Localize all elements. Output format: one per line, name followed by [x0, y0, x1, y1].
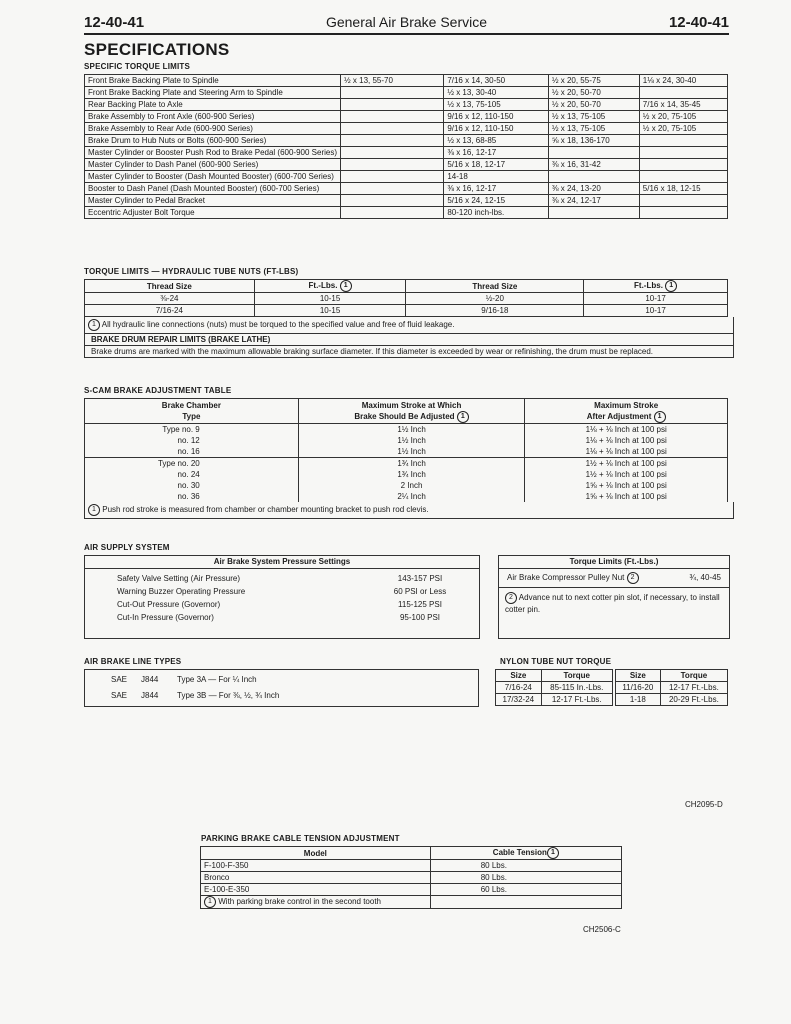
- hydraulic-cell: ½-20: [406, 293, 584, 305]
- pressure-setting-value: 95-100 PSI: [399, 613, 441, 622]
- footnote-marker: 1: [88, 319, 100, 331]
- air-supply-title: AIR SUPPLY SYSTEM: [84, 543, 170, 552]
- torque-item: Master Cylinder to Pedal Bracket: [85, 195, 341, 207]
- chamber-type: Type no. 20: [85, 458, 299, 470]
- torque-value: [548, 171, 639, 183]
- table-row: [85, 159, 728, 171]
- table-row: [85, 123, 728, 135]
- torque-value: [639, 195, 727, 207]
- torque-item: Front Brake Backing Plate and Steering Arm to Spindle: [85, 87, 341, 99]
- parking-model: Bronco: [201, 872, 431, 884]
- list-item: [111, 672, 478, 688]
- table-row: [496, 682, 728, 694]
- torque-value: ½ x 13, 55-70: [341, 75, 444, 87]
- footnote-marker: 1: [88, 504, 100, 516]
- table-row: [85, 147, 728, 159]
- parking-model: E-100-E-350: [201, 884, 431, 896]
- table-row: [201, 884, 622, 896]
- max-stroke: 2 Inch: [298, 480, 525, 491]
- hydraulic-cell: 10-17: [584, 293, 728, 305]
- torque-value: ½ x 13, 75-105: [444, 99, 549, 111]
- line-standard: SAE: [111, 675, 128, 684]
- parking-tension: 80 Lbs.: [430, 860, 621, 872]
- cotter-pin-note-text: Advance nut to next cotter pin slot, if necessary, to install cotter pin.: [505, 593, 720, 615]
- torque-value: [639, 87, 727, 99]
- footnote-marker: 2: [627, 572, 639, 584]
- line-types-and-nylon: [84, 655, 729, 725]
- hydraulic-note: [84, 317, 734, 334]
- line-types-title: AIR BRAKE LINE TYPES: [84, 657, 182, 666]
- torque-value: [548, 147, 639, 159]
- list-item: [117, 572, 455, 585]
- page-number-right: 12-40-41: [668, 14, 729, 31]
- torque-value: 14-18: [444, 171, 549, 183]
- torque-value: 9/16 x 12, 110-150: [444, 123, 549, 135]
- table-row: [85, 458, 728, 470]
- torque-value: [341, 159, 444, 171]
- after-adjustment: 1½ + ⅛ Inch at 100 psi: [525, 458, 728, 470]
- nylon-size: 7/16-24: [496, 682, 542, 694]
- nylon-size: 1-18: [615, 694, 660, 706]
- table-row: [201, 872, 622, 884]
- torque-item: Master Cylinder to Booster (Dash Mounted Booster) (600-700 Series): [85, 171, 341, 183]
- table-row: [85, 135, 728, 147]
- pressure-setting-value: 60 PSI or Less: [393, 587, 447, 596]
- table-row: [85, 183, 728, 195]
- torque-value: [548, 207, 639, 219]
- footnote-marker: 1: [547, 847, 559, 859]
- nylon-size: 11/16-20: [615, 682, 660, 694]
- col-torque-2: Torque: [660, 670, 727, 682]
- air-supply-section: [84, 555, 729, 639]
- list-item: [117, 585, 455, 598]
- header-title: General Air Brake Service: [325, 14, 488, 30]
- list-item: [117, 611, 455, 624]
- pulley-nut-label: Air Brake Compressor Pulley Nut: [507, 573, 625, 583]
- torque-item: Booster to Dash Panel (Dash Mounted Booster) (600-700 Series): [85, 183, 341, 195]
- table-row: [85, 305, 728, 317]
- table-row: [85, 87, 728, 99]
- torque-item: Brake Drum to Hub Nuts or Bolts (600-900 Series): [85, 135, 341, 147]
- col-thread-size-2: Thread Size: [406, 280, 584, 293]
- col-cable-tension: Cable Tension 1: [430, 847, 621, 860]
- col-size-2: Size: [615, 670, 660, 682]
- nylon-table: [495, 669, 728, 706]
- footnote-marker: 1: [340, 280, 352, 292]
- torque-value: [341, 99, 444, 111]
- table-row: [85, 446, 728, 458]
- torque-value: [341, 87, 444, 99]
- scam-note: [84, 502, 734, 519]
- torque-value: ½ x 20, 55-75: [548, 75, 639, 87]
- line-spec: J844: [141, 691, 159, 700]
- line-type: Type 3B — For ⅜, ½, ¾ Inch: [177, 691, 280, 700]
- nylon-title: NYLON TUBE NUT TORQUE: [500, 657, 612, 666]
- table-row: [85, 171, 728, 183]
- pressure-settings-title: Air Brake System Pressure Settings: [85, 556, 479, 569]
- hydraulic-cell: 10-15: [254, 293, 406, 305]
- table-row: [85, 491, 728, 502]
- torque-item: Eccentric Adjuster Bolt Torque: [85, 207, 341, 219]
- pressure-setting-value: 143-157 PSI: [397, 574, 443, 583]
- footnote-marker: 1: [665, 280, 677, 292]
- torque-item: Brake Assembly to Rear Axle (600-900 Series): [85, 123, 341, 135]
- document-page: [84, 14, 729, 934]
- nylon-torque: 20-29 Ft.-Lbs.: [660, 694, 727, 706]
- torque-value: [341, 183, 444, 195]
- torque-value: 9/16 x 12, 110-150: [444, 111, 549, 123]
- parking-note-text: With parking brake control in the second tooth: [218, 897, 381, 907]
- chamber-type: no. 24: [85, 469, 299, 480]
- col-max-stroke: Maximum Stroke at Which Brake Should Be Adjusted 1: [298, 399, 525, 424]
- torque-value: [341, 171, 444, 183]
- col-chamber-type: Brake Chamber Type: [85, 399, 299, 424]
- scam-table: [84, 398, 728, 502]
- torque-value: 5/16 x 18, 12-17: [444, 159, 549, 171]
- hydraulic-table: [84, 279, 728, 317]
- torque-value: [341, 123, 444, 135]
- parking-title: PARKING BRAKE CABLE TENSION ADJUSTMENT: [201, 834, 400, 843]
- nylon-torque: 85-115 In.-Lbs.: [541, 682, 612, 694]
- lathe-title: BRAKE DRUM REPAIR LIMITS (BRAKE LATHE): [84, 334, 734, 346]
- torque-value: [639, 207, 727, 219]
- torque-item: Brake Assembly to Front Axle (600-900 Series): [85, 111, 341, 123]
- table-row: [85, 111, 728, 123]
- table-row: [85, 435, 728, 446]
- pressure-setting-label: Cut-Out Pressure (Governor): [117, 600, 221, 609]
- torque-value: [639, 135, 727, 147]
- torque-value: 1⅛ x 24, 30-40: [639, 75, 727, 87]
- table-row: [85, 99, 728, 111]
- pressure-settings-box: [84, 555, 480, 639]
- torque-value: 5/16 x 18, 12-15: [639, 183, 727, 195]
- parking-tension: 80 Lbs.: [430, 872, 621, 884]
- torque-value: [639, 171, 727, 183]
- scam-note-text: Push rod stroke is measured from chamber or chamber mounting bracket to push rod clevis.: [102, 505, 429, 515]
- torque-item: Front Brake Backing Plate to Spindle: [85, 75, 341, 87]
- parking-table: [200, 846, 622, 909]
- hydraulic-cell: ⅜-24: [85, 293, 255, 305]
- after-adjustment: 1⅛ + ⅛ Inch at 100 psi: [525, 424, 728, 436]
- torque-item: Master Cylinder to Dash Panel (600-900 Series): [85, 159, 341, 171]
- torque-value: 5/16 x 24, 12-15: [444, 195, 549, 207]
- torque-value: ½ x 13, 30-40: [444, 87, 549, 99]
- max-stroke: 1½ Inch: [298, 435, 525, 446]
- torque-value: ½ x 13, 75-105: [548, 111, 639, 123]
- nylon-torque: 12-17 Ft.-Lbs.: [660, 682, 727, 694]
- torque-value: ⅜ x 16, 31-42: [548, 159, 639, 171]
- col-model: Model: [201, 847, 431, 860]
- chamber-type: no. 12: [85, 435, 299, 446]
- col-ftlbs-1: Ft.-Lbs. 1: [254, 280, 406, 293]
- torque-value: 7/16 x 14, 30-50: [444, 75, 549, 87]
- torque-value: ½ x 20, 50-70: [548, 99, 639, 111]
- table-row: [85, 75, 728, 87]
- after-adjustment: 1⅝ + ⅛ Inch at 100 psi: [525, 491, 728, 502]
- max-stroke: 1¾ Inch: [298, 469, 525, 480]
- list-item: [111, 688, 478, 704]
- parking-tension: 60 Lbs.: [430, 884, 621, 896]
- chamber-type: no. 36: [85, 491, 299, 502]
- pressure-setting-label: Safety Valve Setting (Air Pressure): [117, 574, 241, 583]
- table-row: [85, 469, 728, 480]
- footnote-marker: 1: [457, 411, 469, 423]
- torque-value: [341, 111, 444, 123]
- torque-value: [341, 135, 444, 147]
- max-stroke: 2¼ Inch: [298, 491, 525, 502]
- pulley-nut-row: [499, 569, 729, 588]
- hydraulic-title: TORQUE LIMITS — HYDRAULIC TUBE NUTS (FT-LBS): [84, 267, 299, 276]
- parking-note: [201, 896, 431, 909]
- torque-value: ⅜ x 16, 12-17: [444, 183, 549, 195]
- torque-value: ⅜ x 24, 12-17: [548, 195, 639, 207]
- table-row: [85, 424, 728, 436]
- col-torque-1: Torque: [541, 670, 612, 682]
- scam-title: S-CAM BRAKE ADJUSTMENT TABLE: [84, 386, 232, 395]
- parking-model: F-100-F-350: [201, 860, 431, 872]
- torque-limits-box: [498, 555, 730, 639]
- line-types-box: [84, 669, 479, 707]
- specifications-title: SPECIFICATIONS: [84, 40, 230, 59]
- torque-value: [341, 207, 444, 219]
- figure-code-2: CH2506-C: [583, 925, 621, 934]
- torque-value: 7/16 x 14, 35-45: [639, 99, 727, 111]
- figure-code-1: CH2095-D: [685, 800, 723, 809]
- after-adjustment: 1⅛ + ⅛ Inch at 100 psi: [525, 435, 728, 446]
- torque-value: ½ x 20, 50-70: [548, 87, 639, 99]
- chamber-type: Type no. 9: [85, 424, 299, 436]
- lathe-text: Brake drums are marked with the maximum allowable braking surface diameter. If this diameter is exceeded by wear or refinishing, the drum must be replaced.: [84, 346, 734, 358]
- pressure-setting-label: Cut-In Pressure (Governor): [117, 613, 214, 622]
- table-row: [496, 694, 728, 706]
- torque-value: [639, 159, 727, 171]
- pressure-setting-label: Warning Buzzer Operating Pressure: [117, 587, 246, 596]
- chamber-type: no. 30: [85, 480, 299, 491]
- torque-value: [639, 147, 727, 159]
- torque-value: ⅜ x 16, 12-17: [444, 147, 549, 159]
- footnote-marker: 2: [505, 592, 517, 604]
- max-stroke: 1½ Inch: [298, 446, 525, 458]
- max-stroke: 1½ Inch: [298, 424, 525, 436]
- torque-value: [341, 195, 444, 207]
- torque-value: ½ x 20, 75-105: [639, 111, 727, 123]
- torque-limits-table: [84, 74, 728, 219]
- col-thread-size-1: Thread Size: [85, 280, 255, 293]
- hydraulic-cell: 10-17: [584, 305, 728, 317]
- col-ftlbs-2: Ft.-Lbs. 1: [584, 280, 728, 293]
- torque-item: Master Cylinder or Booster Push Rod to Brake Pedal (600-900 Series): [85, 147, 341, 159]
- torque-item: Rear Backing Plate to Axle: [85, 99, 341, 111]
- torque-limits-title: SPECIFIC TORQUE LIMITS: [84, 62, 191, 71]
- hydraulic-cell: 7/16-24: [85, 305, 255, 317]
- line-spec: J844: [141, 675, 159, 684]
- torque-box-title: Torque Limits (Ft.-Lbs.): [499, 556, 729, 569]
- table-row: [201, 896, 622, 909]
- col-size-1: Size: [496, 670, 542, 682]
- table-row: [201, 860, 622, 872]
- hydraulic-cell: 10-15: [254, 305, 406, 317]
- max-stroke: 1¾ Inch: [298, 458, 525, 470]
- footnote-marker: 1: [654, 411, 666, 423]
- torque-value: ⅝ x 18, 136-170: [548, 135, 639, 147]
- torque-value: 80-120 inch-lbs.: [444, 207, 549, 219]
- nylon-size: 17/32-24: [496, 694, 542, 706]
- torque-value: ½ x 13, 68-85: [444, 135, 549, 147]
- hydraulic-note-text: All hydraulic line connections (nuts) must be torqued to the specified value and free of fluid leakage.: [101, 320, 455, 330]
- table-row: [85, 293, 728, 305]
- chamber-type: no. 16: [85, 446, 299, 458]
- nylon-torque: 12-17 Ft.-Lbs.: [541, 694, 612, 706]
- page-number-left: 12-40-41: [84, 14, 145, 31]
- torque-value: ½ x 20, 75-105: [639, 123, 727, 135]
- torque-value: ⅜ x 24, 13-20: [548, 183, 639, 195]
- table-row: [85, 207, 728, 219]
- line-standard: SAE: [111, 691, 128, 700]
- table-row: [85, 480, 728, 491]
- pressure-setting-value: 115-125 PSI: [398, 600, 442, 609]
- pulley-nut-value: ¾, 40-45: [689, 573, 721, 582]
- page-header: [84, 14, 729, 35]
- torque-value: [341, 147, 444, 159]
- hydraulic-cell: 9/16-18: [406, 305, 584, 317]
- col-after-adjustment: Maximum Stroke After Adjustment 1: [525, 399, 728, 424]
- cotter-pin-note: [499, 588, 729, 620]
- torque-value: ½ x 13, 75-105: [548, 123, 639, 135]
- table-row: [85, 195, 728, 207]
- line-type: Type 3A — For ¼ Inch: [177, 675, 257, 684]
- footnote-marker: 1: [204, 896, 216, 908]
- after-adjustment: 1½ + ⅛ Inch at 100 psi: [525, 469, 728, 480]
- after-adjustment: 1⅝ + ⅛ Inch at 100 psi: [525, 480, 728, 491]
- list-item: [117, 598, 455, 611]
- after-adjustment: 1⅛ + ⅛ Inch at 100 psi: [525, 446, 728, 458]
